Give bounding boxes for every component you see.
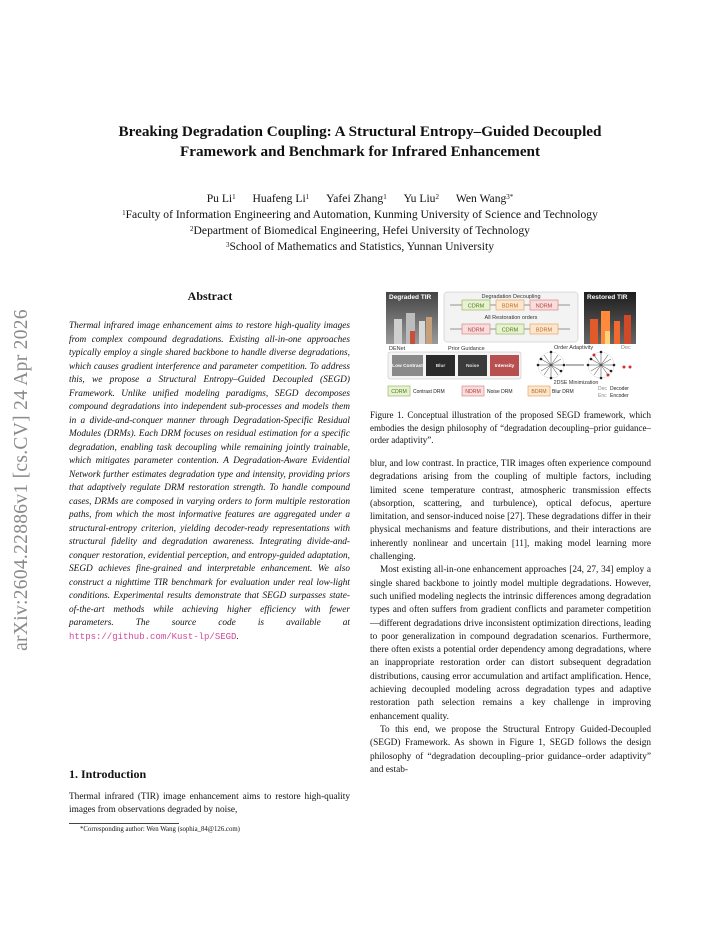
legend-key: Enc xyxy=(598,393,607,399)
abstract-body: Thermal infrared image enhancement aims to restore high-quality images from complex compound degradations. Existing all-in-one approaches typically employ a single shared backbone to handle diverse degradations, which causes gradient interference and parameter competition. To address this, we propose a Structural Entropy–Guided Decoupled (SEGD) Framework. Unlike unified modeling paradigms, SEGD decomposes compound degradations into independent sub-processes and models them in a divide-and-conquer manner through Degradation-Specific Residual Modules (DRMs). Each DRM focuses on residual estimation for a specific degradation, enabling task decoupling while remaining jointly trainable, which mitigates parameter contention. A Degradation-Aware Evidential Network further estimates degradation type and intensity, providing priors that adaptively regulate DRM restoration strength. To handle compound cases, DRMs are composed in varying orders to form multiple restoration paths, from which the most informative features are aggregated under a structural-entropy criterion, yielding decoder-ready representations with structural fidelity and degradation awareness. Integrating divide-and-conquer restoration, evidential perception, and entropy-guided adaptation, SEGD achieves fine-grained and interpretable enhancement. We also construct a nighttime TIR benchmark for evaluation under real low-light conditions. Experimental results demonstrate that SEGD surpasses state-of-the-art methods while achieving higher efficiency with fewer parameters. The source code is available at https://github.com/Kust-lp/SEGD. xyxy=(69,321,350,642)
orders-label: All Restoration orders xyxy=(484,315,538,321)
intro-paragraph: To this end, we propose the Structural Entropy Guided-Decoupled (SEGD) Framework. As shown in Figure 1, SEGD follows the design philosophy of “degradation decoupling–prior guidance–order adaptivity” and estab- xyxy=(370,724,651,775)
module-label: CDRM xyxy=(467,303,485,310)
restored-label: Restored TIR xyxy=(587,294,628,301)
prior-box-label: Low Contrast xyxy=(392,364,423,369)
order-graph-icon xyxy=(538,352,614,378)
prior-box-label: Intensity xyxy=(494,364,515,369)
arxiv-stamp-text: arXiv:2604.22886v1 [cs.CV] 24 Apr 2026 xyxy=(11,309,32,651)
legend-key: Dec xyxy=(598,386,607,392)
minimization-label: 2DSE Minimization xyxy=(553,380,599,386)
intro-paragraph: Most existing all-in-one enhancement approaches [24, 27, 34] employ a single shared backbone to jointly model multiple degradations. However, such unified modeling neglects the intrinsic differences among degradation types and often suffers from gradient conflicts and parameter competition—different degradations drive inconsistent optimization directions, leading to poor generalization in compound degradation scenarios. Furthermore, there often exists a potential order dependency among degradations, where an inappropriate restoration order can distort subsequent degradation distributions, causing error accumulation and artifact amplification. Hence, achieving decoupled modeling across degradation types and adaptive restoration path selection remains a key challenge in improving enhancement quality. xyxy=(370,565,651,722)
author: Yafei Zhang$^1$ xyxy=(326,192,387,205)
module-label: BDRM xyxy=(535,327,553,334)
legend-text: Blur DRM xyxy=(552,389,574,395)
affiliation: $^2$Department of Biomedical Engineering, Hefei University of Technology xyxy=(190,224,530,237)
module-label: BDRM xyxy=(501,303,519,310)
title-line-2: Framework and Benchmark for Infrared Enhancement xyxy=(179,143,541,160)
paper-title xyxy=(60,122,660,162)
author: Yu Liu$^2$ xyxy=(403,192,439,205)
order-label: Order Adaptivity xyxy=(554,345,594,351)
footnote-rule xyxy=(69,823,179,824)
author-list xyxy=(60,191,660,207)
author: Huafeng Li$^1$ xyxy=(252,192,310,205)
section-heading: 1. Introduction xyxy=(69,767,147,781)
author: Pu Li$^1$ xyxy=(206,192,236,205)
denet-label: DENet xyxy=(389,346,406,352)
arxiv-stamp xyxy=(2,270,42,690)
module-label: CDRM xyxy=(501,327,519,334)
intro-paragraph: blur, and low contrast. In practice, TIR images often experience compound degradations arising from the coupling of multiple factors, including limited scene temperature contrast, atmospheric transmission effects (absorption, scattering, and turbulence), optical defocus, aperture limitation, and sensor-induced noise [27]. These degradations differ in their physical mechanisms and feature distributions, and their interactions are inherently nonlinear and uncertain [11], making model learning more challenging. xyxy=(370,459,651,563)
legend-key: NDRM xyxy=(465,389,481,395)
prior-label: Prior Guidance xyxy=(448,346,485,352)
module-label: NDRM xyxy=(535,303,553,310)
prior-box-label: Blur xyxy=(435,364,446,369)
legend-text: Decoder xyxy=(610,386,629,392)
affiliation: $^1$Faculty of Information Engineering and Automation, Kunming University of Science and Technology xyxy=(122,208,598,221)
legend-text: Contrast DRM xyxy=(413,389,445,395)
abstract-heading: Abstract xyxy=(187,289,233,303)
intro-right-column xyxy=(370,458,651,777)
title-line-1: Breaking Degradation Coupling: A Structural Entropy–Guided Decoupled xyxy=(118,123,602,140)
legend-key: BDRM xyxy=(531,389,547,395)
intro-left-text: Thermal infrared (TIR) image enhancement aims to restore high-quality images from observations degraded by noise, xyxy=(69,792,350,816)
degraded-label: Degraded TIR xyxy=(389,294,432,301)
abstract-text: Thermal infrared image enhancement aims to restore high-quality images from complex compound degradations. Existing all-in-one approaches typically employ a single shared backbone to handle diverse degradations, which causes gradient interference and parameter competition. To address this, we propose a Structural Entropy–Guided Decoupled (SEGD) Framework. Unlike unified modeling paradigms, SEGD decomposes compound degradations into independent sub-processes and models them in a divide-and-conquer manner through Degradation-Specific Residual Modules (DRMs). Each DRM focuses on residual estimation for a specific degradation, enabling task decoupling while remaining jointly trainable, which mitigates parameter contention. A Degradation-Aware Evidential Network further estimates degradation type and intensity, providing priors that adaptively regulate DRM restoration strength. To handle compound cases, DRMs are composed in varying orders to form multiple restoration paths, from which the most informative features are aggregated under a structural-entropy criterion, yielding decoder-ready representations with structural fidelity and degradation awareness. Integrating divide-and-conquer restoration, evidential perception, and entropy-guided adaptation, SEGD achieves fine-grained and interpretable enhancement. We also construct a nighttime TIR benchmark for evaluation under real low-light conditions. Experimental results demonstrate that SEGD surpasses state-of-the-art methods while achieving higher efficiency with fewer parameters. The source code is available at xyxy=(69,321,350,628)
author: Wen Wang$^{3*}$ xyxy=(455,192,514,205)
legend-text: Noise DRM xyxy=(487,389,513,395)
affiliation: $^3$School of Mathematics and Statistics, Yunnan University xyxy=(225,240,495,253)
legend-text: Encoder xyxy=(610,393,629,399)
figure-1 xyxy=(386,287,636,403)
code-link[interactable]: https://github.com/Kust-lp/SEGD xyxy=(69,631,237,642)
decoupling-label: Degradation Decoupling xyxy=(481,294,541,300)
module-label: NDRM xyxy=(467,327,485,334)
figure-legend xyxy=(388,386,629,399)
legend-key: CDRM xyxy=(391,389,407,395)
figure-caption: Figure 1. Conceptual illustration of the proposed SEGD framework, which embodies the design philosophy of “degradation decoupling–prior guidance–order adaptivity”. xyxy=(370,410,651,445)
footnote: *Corresponding author: Wen Wang (sophia_84@126.com) xyxy=(80,826,240,833)
dec-label: Dec xyxy=(621,345,631,351)
prior-box-label: Noise xyxy=(465,364,480,369)
